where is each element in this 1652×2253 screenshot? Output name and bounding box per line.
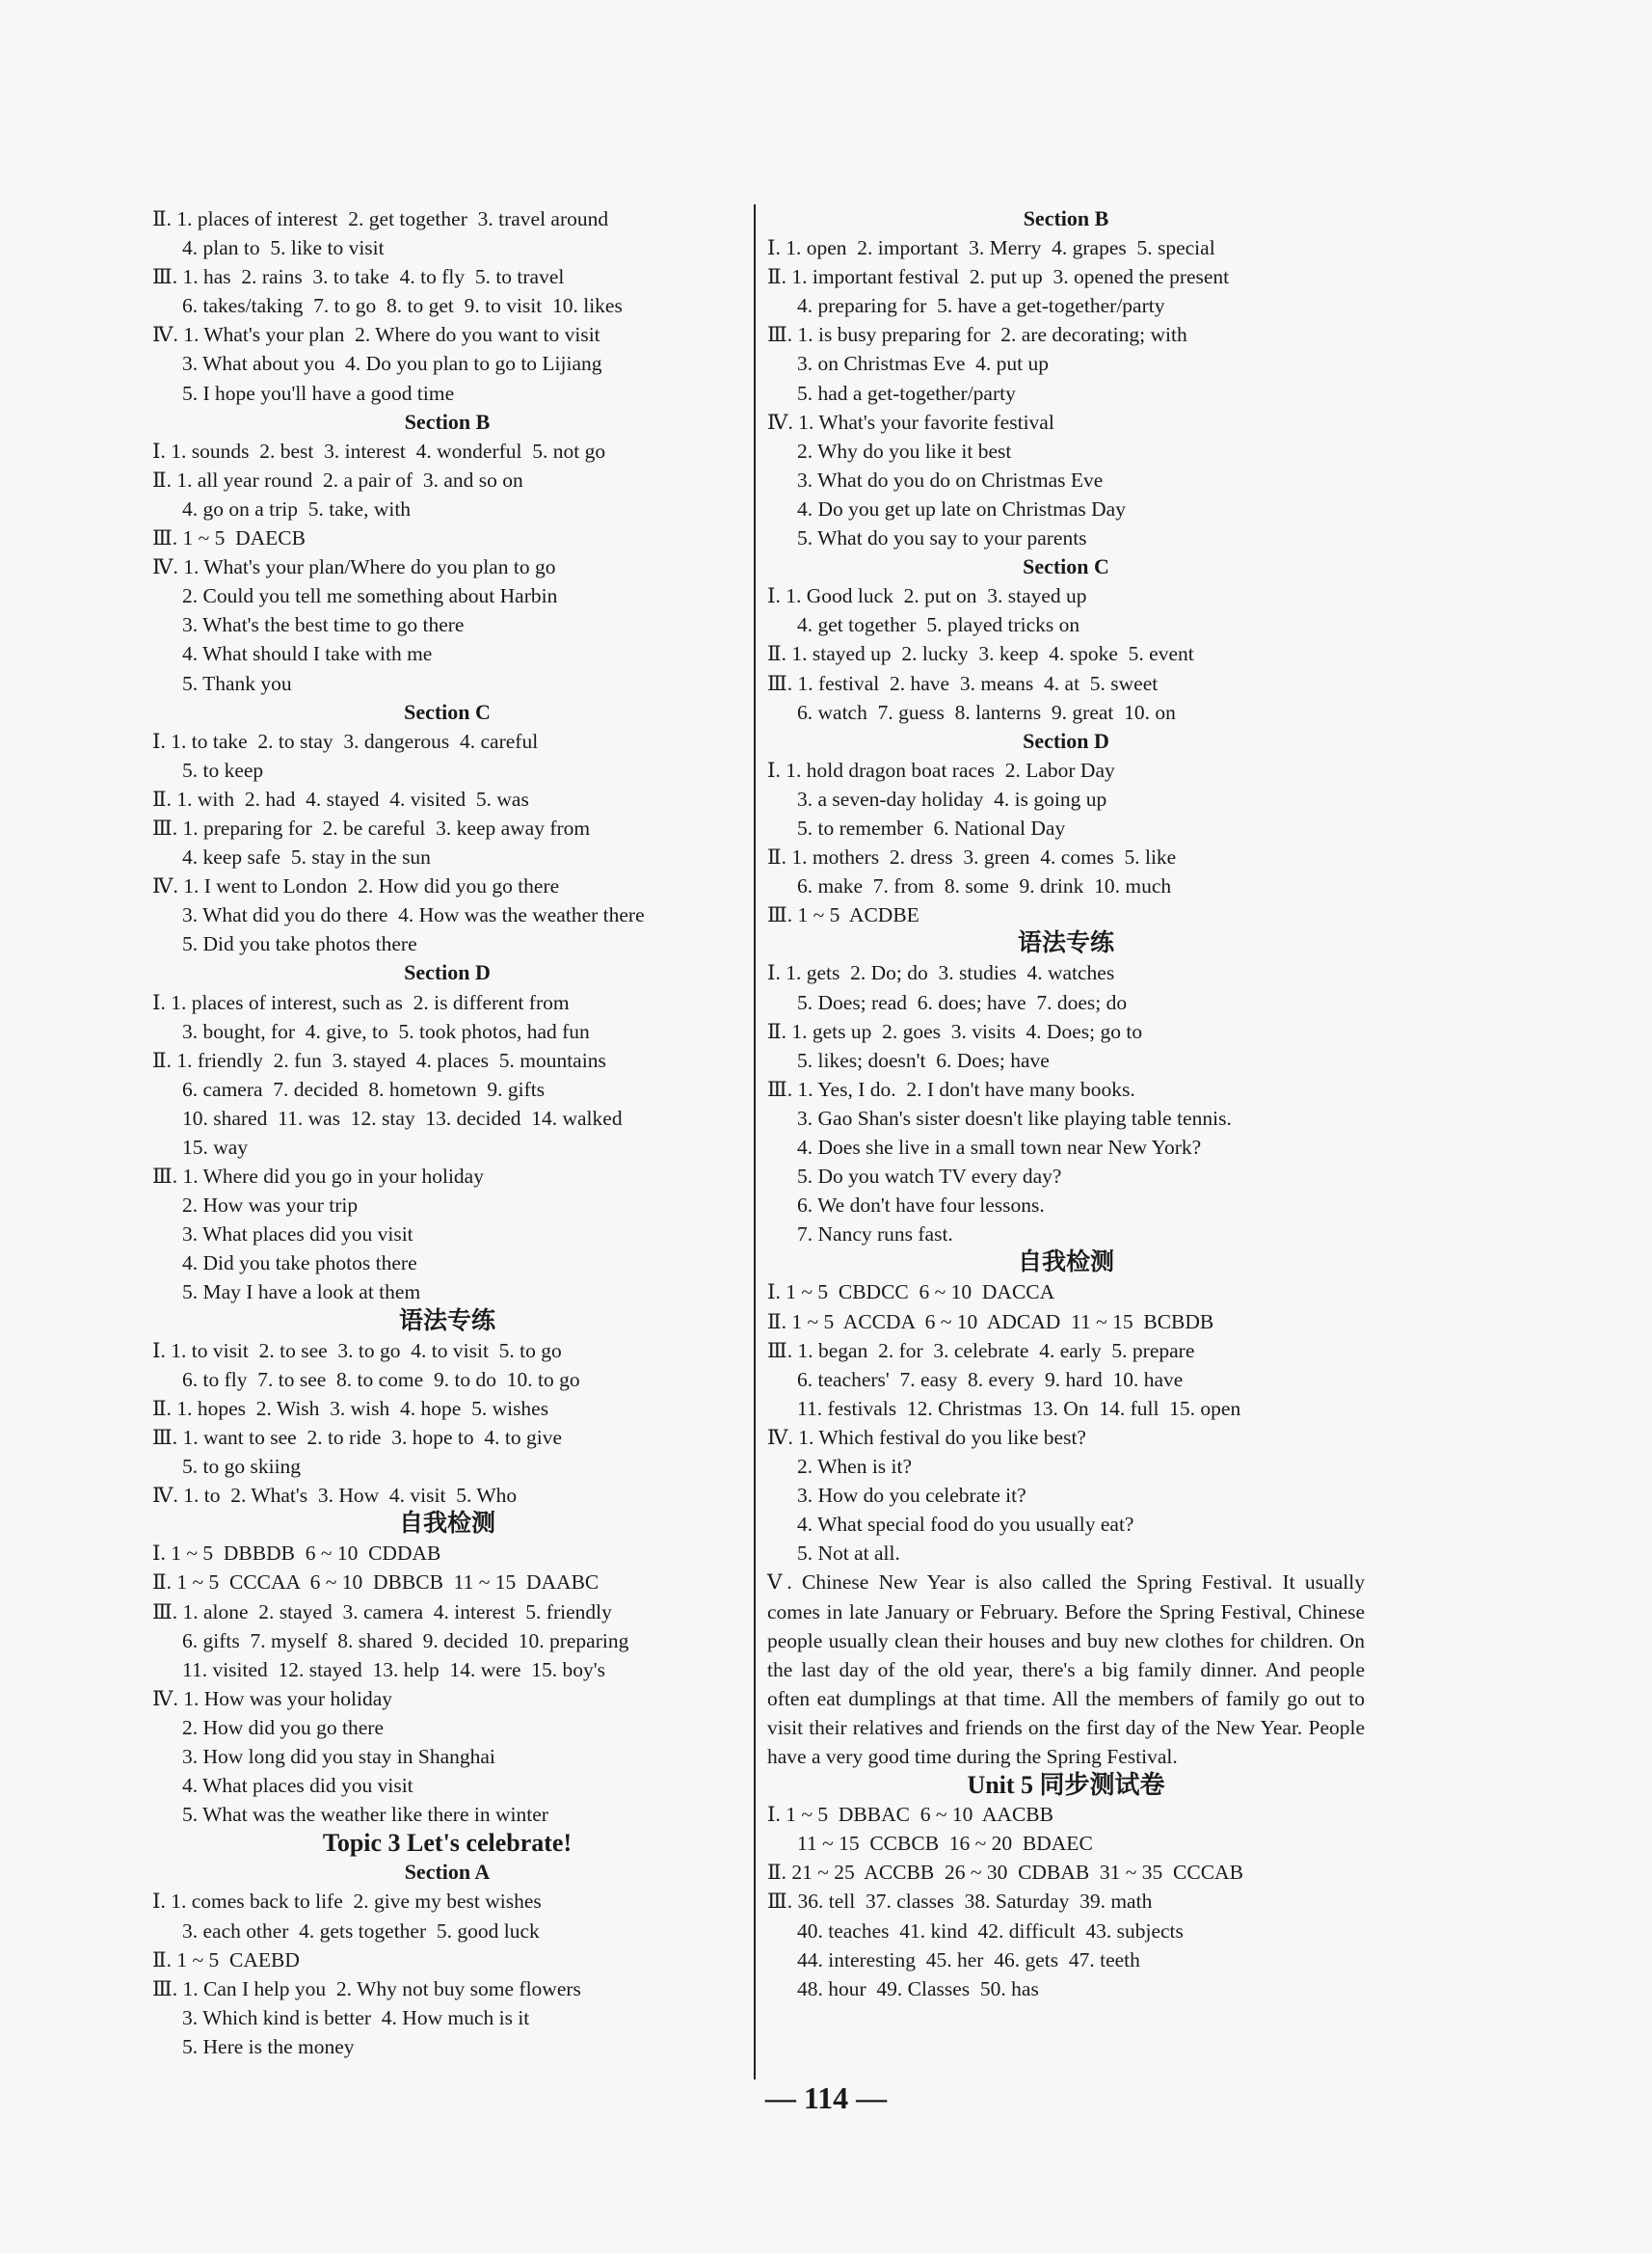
section-heading: Section A [404,1860,491,1885]
answer-line: 5. to keep [182,758,264,782]
answer-line: Ⅲ. 1. Where did you go in your holiday [152,1165,484,1189]
right-column [767,204,1365,2003]
answer-line: 15. way [182,1136,249,1159]
answer-line: Ⅱ. 21 ~ 25 ACCBB 26 ~ 30 CDBAB 31 ~ 35 CCCAB [767,1861,1243,1885]
section-heading: Section B [404,409,491,434]
answer-line: 6. make 7. from 8. some 9. drink 10. much [797,874,1172,899]
answer-line: 6. takes/taking 7. to go 8. to get 9. to visit 10. likes [182,294,623,318]
answer-line: 5. I hope you'll have a good time [182,381,455,405]
answer-line: 3. What about you 4. Do you plan to go to Lijiang [182,352,602,376]
answer-line: 3. a seven-day holiday 4. is going up [797,787,1107,811]
answer-line: 5. Thank you [182,671,292,695]
answer-line: Ⅰ. 1 ~ 5 DBBAC 6 ~ 10 AACBB [767,1803,1053,1827]
answer-line: Ⅲ. 1. has 2. rains 3. to take 4. to fly 5. to travel [152,265,565,289]
section-heading: 语法专练 [398,1307,495,1334]
answer-line: Ⅳ. 1. to 2. What's 3. How 4. visit 5. Who [152,1484,518,1508]
answer-line: Ⅲ. 1 ~ 5 ACDBE [767,903,919,927]
answer-line: Ⅱ. 1. stayed up 2. lucky 3. keep 4. spoke 5. event [767,642,1194,666]
answer-line: 4. What places did you visit [182,1774,413,1798]
answer-line: 2. Could you tell me something about Harbin [182,584,558,608]
section-heading: 自我检测 [1017,1249,1114,1276]
answer-line: 44. interesting 45. her 46. gets 47. teeth [797,1947,1140,1971]
answer-line: 3. How do you celebrate it? [797,1484,1026,1508]
answer-line: Ⅲ. 1. is busy preparing for 2. are decorating; with [767,323,1187,347]
answer-line: Ⅲ. 1. festival 2. have 3. means 4. at 5. sweet [767,671,1159,695]
section-heading: 自我检测 [398,1511,495,1538]
answer-line: Ⅰ. 1 ~ 5 DBBDB 6 ~ 10 CDDAB [152,1542,441,1566]
answer-line: 4. Do you get up late on Christmas Day [797,496,1126,521]
answer-line: 11. visited 12. stayed 13. help 14. were 15. boy's [182,1657,605,1681]
answer-line: Ⅱ. 1. mothers 2. dress 3. green 4. comes 5. like [767,845,1177,870]
answer-line: Ⅳ. 1. What's your plan 2. Where do you want to visit [152,323,600,347]
section-heading: Section C [404,699,491,724]
answer-line: Ⅲ. 1 ~ 5 DAECB [152,526,306,550]
answer-line: 3. Gao Shan's sister doesn't like playing table tennis. [797,1106,1232,1130]
answer-line: Ⅳ. 1. What's your plan/Where do you plan to go [152,555,556,579]
answer-line: Ⅰ. 1. to take 2. to stay 3. dangerous 4. careful [152,729,539,753]
answer-line: 5. What do you say to your parents [797,526,1087,550]
answer-line: 7. Nancy runs fast. [797,1222,953,1247]
answer-line: Ⅳ. 1. How was your holiday [152,1686,392,1710]
answer-line: Ⅰ. 1. Good luck 2. put on 3. stayed up [767,584,1087,608]
answer-line: 3. on Christmas Eve 4. put up [797,352,1049,376]
answer-line: 5. Do you watch TV every day? [797,1165,1062,1189]
answer-line: 3. bought, for 4. give, to 5. took photos, had fun [182,1019,590,1043]
composition-paragraph: Ⅴ. Chinese New Year is also called the Spring Festival. It usually comes in late January or February. Before the Spring Festival, Chinese people usually clean their houses and buy new clothes for children. On the last day of the old year, there's a big family dinner. And people often eat dumplings at that time. All the members of family go out to visit their relatives and friends on the first day of the New Year. People have a very good time during the Spring Festival. [767,1570,1365,1768]
answer-line: 6. watch 7. guess 8. lanterns 9. great 10. on [797,700,1176,724]
answer-line: 5. to go skiing [182,1455,302,1479]
answer-line: Ⅱ. 1. gets up 2. goes 3. visits 4. Does; go to [767,1019,1143,1043]
answer-line: 11. festivals 12. Christmas 13. On 14. full 15. open [797,1396,1241,1420]
answer-line: 6. teachers' 7. easy 8. every 9. hard 10. have [797,1367,1184,1391]
answer-line: Ⅱ. 1. important festival 2. put up 3. opened the present [767,265,1230,289]
answer-line: 40. teaches 41. kind 42. difficult 43. subjects [797,1918,1184,1943]
answer-line: 4. keep safe 5. stay in the sun [182,845,431,870]
answer-line: 4. preparing for 5. have a get-together/party [797,294,1165,318]
answer-line: 10. shared 11. was 12. stay 13. decided 14. walked [182,1106,623,1130]
answer-line: 5. likes; doesn't 6. Does; have [797,1048,1050,1072]
topic-heading: Unit 5 同步测试卷 [967,1771,1165,1800]
answer-line: 3. What's the best time to go there [182,613,465,637]
section-heading: 语法专练 [1017,930,1114,957]
answer-line: 48. hour 49. Classes 50. has [797,1976,1039,2000]
answer-line: Ⅰ. 1. sounds 2. best 3. interest 4. wonderful 5. not go [152,439,606,463]
answer-line: Ⅱ. 1 ~ 5 ACCDA 6 ~ 10 ADCAD 11 ~ 15 BCBDB [767,1309,1214,1333]
answer-line: Ⅱ. 1. places of interest 2. get together 3. travel around [152,207,609,230]
answer-line: Ⅳ. 1. Which festival do you like best? [767,1425,1086,1449]
answer-line: 5. Not at all. [797,1542,900,1566]
answer-line: Ⅲ. 1. want to see 2. to ride 3. hope to 4. to give [152,1425,562,1449]
answer-line: 2. When is it? [797,1455,913,1479]
left-column [152,204,742,2061]
answer-line: Ⅳ. 1. What's your favorite festival [767,410,1054,434]
answer-line: Ⅲ. 1. alone 2. stayed 3. camera 4. interest 5. friendly [152,1599,612,1623]
answer-line: 3. What did you do there 4. How was the weather there [182,903,645,927]
column-divider [754,204,756,2079]
section-heading: Section D [404,960,491,985]
answer-line: 5. Does; read 6. does; have 7. does; do [797,990,1128,1014]
answer-line: 5. Did you take photos there [182,932,417,956]
answer-line: 6. to fly 7. to see 8. to come 9. to do 10. to go [182,1367,580,1391]
answer-line: Ⅰ. 1. hold dragon boat races 2. Labor Day [767,758,1115,782]
answer-line: 11 ~ 15 CCBCB 16 ~ 20 BDAEC [797,1832,1093,1856]
answer-line: 5. May I have a look at them [182,1280,421,1304]
section-heading: Section C [1023,554,1109,579]
answer-line: 5. What was the weather like there in winter [182,1803,548,1827]
answer-line: Ⅲ. 36. tell 37. classes 38. Saturday 39. math [767,1890,1153,1914]
answer-line: 3. What places did you visit [182,1222,413,1247]
answer-line: Ⅱ. 1. all year round 2. a pair of 3. and so on [152,468,523,492]
answer-line: Ⅲ. 1. Yes, I do. 2. I don't have many books. [767,1077,1135,1101]
section-heading: Section D [1023,728,1109,753]
answer-line: 3. What do you do on Christmas Eve [797,468,1104,492]
topic-heading: Topic 3 Let's celebrate! [322,1829,573,1858]
answer-line: Ⅱ. 1 ~ 5 CCCAA 6 ~ 10 DBBCB 11 ~ 15 DAABC [152,1570,600,1595]
answer-line: 6. gifts 7. myself 8. shared 9. decided 10. preparing [182,1628,629,1652]
answer-line: 5. Here is the money [182,2034,355,2058]
answer-line: Ⅰ. 1. comes back to life 2. give my best wishes [152,1890,542,1914]
answer-line: 4. What special food do you usually eat? [797,1513,1134,1537]
answer-line: Ⅱ. 1 ~ 5 CAEBD [152,1947,300,1971]
answer-line: 6. camera 7. decided 8. hometown 9. gifts [182,1077,546,1101]
answer-line: 3. How long did you stay in Shanghai [182,1744,495,1768]
answer-line: Ⅳ. 1. I went to London 2. How did you go there [152,874,560,899]
answer-line: 4. Did you take photos there [182,1251,417,1275]
answer-line: 6. We don't have four lessons. [797,1194,1045,1218]
answer-line: 5. had a get-together/party [797,381,1016,405]
answer-line: 4. go on a trip 5. take, with [182,496,412,521]
answer-line: 2. How was your trip [182,1194,359,1218]
answer-line: 4. Does she live in a small town near New York? [797,1136,1202,1159]
answer-line: Ⅰ. 1. to visit 2. to see 3. to go 4. to visit 5. to go [152,1338,562,1362]
answer-line: Ⅲ. 1. preparing for 2. be careful 3. keep away from [152,816,591,840]
answer-line: Ⅱ. 1. with 2. had 4. stayed 4. visited 5. was [152,787,529,811]
answer-line: Ⅰ. 1. gets 2. Do; do 3. studies 4. watches [767,961,1115,985]
answer-line: 2. How did you go there [182,1715,384,1739]
answer-line: 4. plan to 5. like to visit [182,236,385,260]
answer-line: Ⅲ. 1. began 2. for 3. celebrate 4. early 5. prepare [767,1338,1195,1362]
answer-line: 4. get together 5. played tricks on [797,613,1080,637]
answer-line: Ⅰ. 1 ~ 5 CBDCC 6 ~ 10 DACCA [767,1280,1055,1304]
answer-line: 2. Why do you like it best [797,439,1012,463]
answer-line: 3. each other 4. gets together 5. good luck [182,1918,540,1943]
answer-line: Ⅰ. 1. open 2. important 3. Merry 4. grapes 5. special [767,236,1215,260]
answer-line: 5. to remember 6. National Day [797,816,1066,840]
answer-line: Ⅲ. 1. Can I help you 2. Why not buy some flowers [152,1976,581,2000]
answer-line: Ⅰ. 1. places of interest, such as 2. is different from [152,990,570,1014]
answer-line: Ⅱ. 1. friendly 2. fun 3. stayed 4. places 5. mountains [152,1048,606,1072]
answer-line: Ⅱ. 1. hopes 2. Wish 3. wish 4. hope 5. wishes [152,1396,549,1420]
section-heading: Section B [1023,206,1109,230]
page-number: — 114 — [764,2080,888,2115]
answer-line: 3. Which kind is better 4. How much is it [182,2005,530,2029]
answer-line: 4. What should I take with me [182,642,433,666]
